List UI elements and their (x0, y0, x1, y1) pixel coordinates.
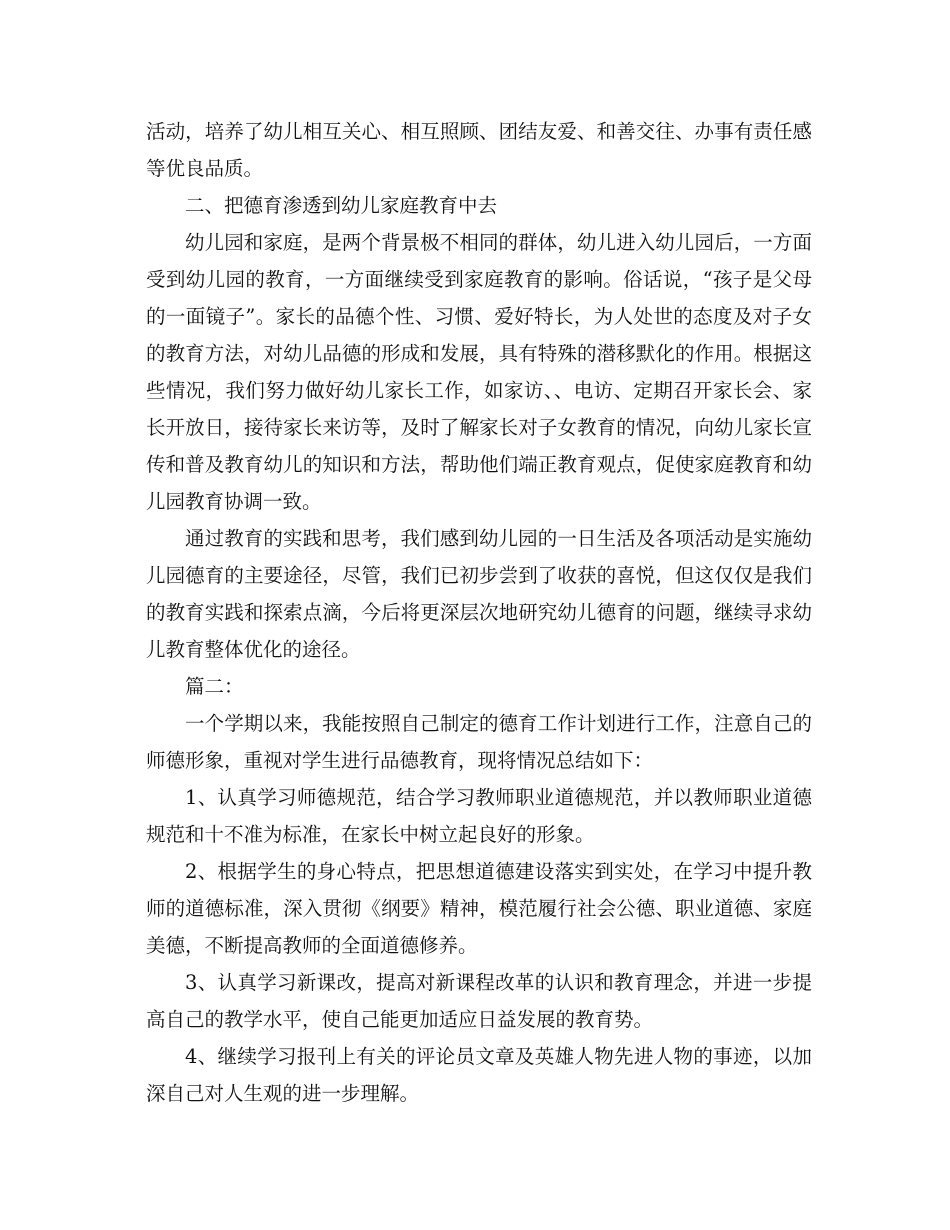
paragraph: 幼儿园和家庭，是两个背景极不相同的群体，幼儿进入幼儿园后，一方面受到幼儿园的教育，一方面继续受到家庭教育的影响。俗话说，“孩子是父母的一面镜子”。家长的品德个性、习惯、爱好特长，为人处世的态度及对子女的教育方法，对幼儿品德的形成和发展，具有特殊的潜移默化的作用。根据这些情况，我们努力做好幼儿家长工作，如家访、、电访、定期召开家长会、家长开放日，接待家长来访等，及时了解家长对子女教育的情况，向幼儿家长宣传和普及教育幼儿的知识和方法，帮助他们端正教育观点，促使家庭教育和幼儿园教育协调一致。 (146, 231, 812, 513)
paragraph: 通过教育的实践和思考，我们感到幼儿园的一日生活及各项活动是实施幼儿园德育的主要途径，尽管，我们已初步尝到了收获的喜悦，但这仅仅是我们的教育实践和探索点滴，今后将更深层次地研究幼儿德育的问题，继续寻求幼儿教育整体优化的途径。 (146, 527, 812, 661)
section-heading: 篇二： (185, 675, 244, 698)
list-item: 4、继续学习报刊上有关的评论员文章及英雄人物先进人物的事迹，以加深自己对人生观的进一步理解。 (146, 1045, 812, 1105)
list-item: 3、认真学习新课改，提高对新课程改革的认识和教育理念，并进一步提高自己的教学水平，使自己能更加适应日益发展的教育势。 (146, 971, 812, 1031)
paragraph-continuation: 活动，培养了幼儿相互关心、相互照顾、团结友爱、和善交往、办事有责任感等优良品质。 (146, 120, 812, 180)
document-body (146, 113, 812, 1112)
list-item: 1、认真学习师德规范，结合学习教师职业道德规范，并以教师职业道德规范和十不准为标准，在家长中树立起良好的形象。 (146, 786, 812, 846)
section-heading: 二、把德育渗透到幼儿家庭教育中去 (185, 194, 498, 217)
paragraph: 一个学期以来，我能按照自己制定的德育工作计划进行工作，注意自己的师德形象，重视对学生进行品德教育，现将情况总结如下： (146, 712, 812, 772)
list-item: 2、根据学生的身心特点，把思想道德建设落实到实处，在学习中提升教师的道德标准，深入贯彻《纲要》精神，模范履行社会公德、职业道德、家庭美德，不断提高教师的全面道德修养。 (146, 860, 812, 957)
